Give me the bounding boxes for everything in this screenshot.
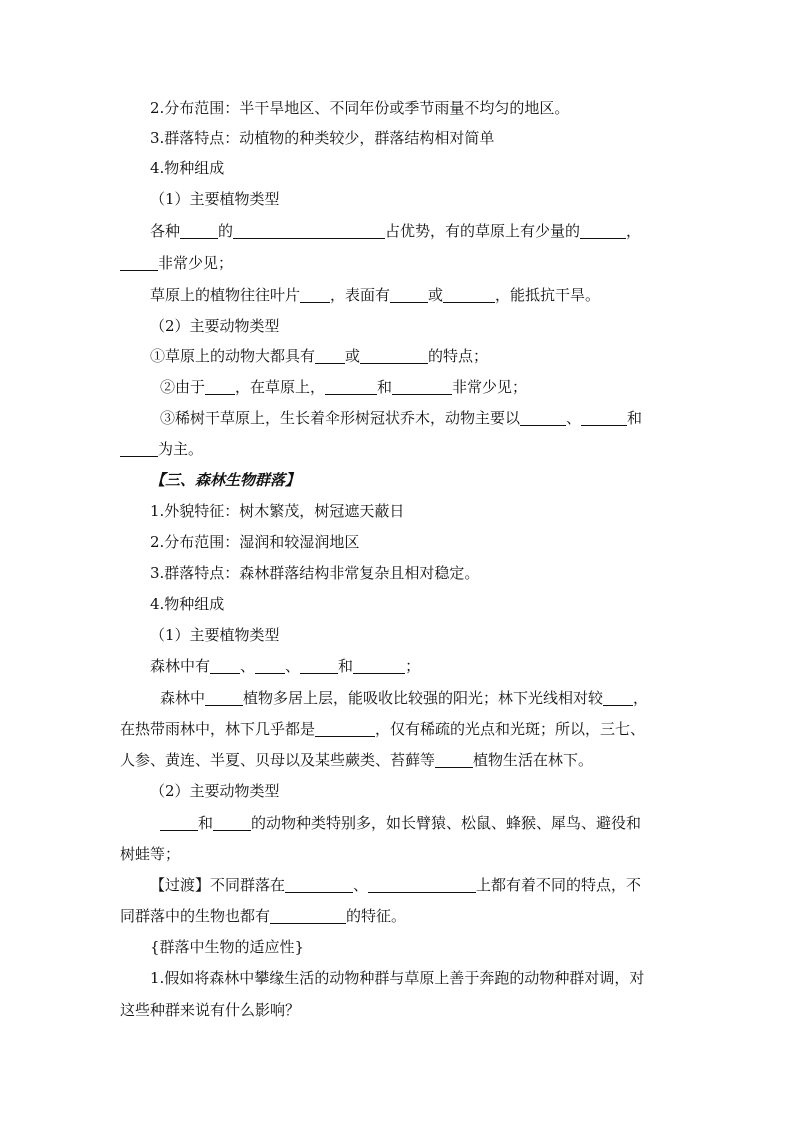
text-segment: ③稀树干草原上，生长着伞形树冠状乔木，动物主要以 (160, 409, 521, 427)
answer-blank (120, 440, 158, 457)
answer-blank (443, 286, 495, 303)
text-line: 3.群落特点：动植物的种类较少，群落结构相对简单 (150, 129, 495, 147)
answer-blank (205, 689, 243, 706)
answer-blank (435, 751, 473, 768)
text-segment: 森林中 (160, 689, 206, 707)
text-segment: 、 (240, 657, 256, 675)
section-heading: 【三、森林生物群落】 (150, 471, 301, 489)
text-segment: 、 (353, 876, 369, 894)
answer-blank (315, 347, 345, 364)
text-segment: ，在草原上， (235, 378, 326, 396)
text-segment: ， (626, 222, 642, 240)
answer-blank (581, 409, 627, 426)
text-segment: 草原上的植物往往叶片 (150, 286, 301, 304)
text-line: （2）主要动物类型 (150, 317, 280, 335)
text-line: 树蛙等； (120, 845, 181, 863)
answer-blank (580, 222, 626, 239)
text-segment: ①草原上的动物大都具有 (150, 347, 316, 365)
text-line: 1.外貌特征：树木繁茂，树冠遮天蔽日 (150, 502, 405, 520)
text-segment: 的特征。 (346, 907, 407, 925)
answer-blank (520, 409, 566, 426)
text-segment: 占优势，有的草原上有少量的 (385, 222, 581, 240)
answer-blank (285, 876, 353, 893)
answer-blank (325, 378, 377, 395)
text-segment: 上都有着不同的特点，不 (476, 876, 642, 894)
answer-blank (368, 876, 476, 893)
answer-blank (300, 286, 330, 303)
question-text: 这些种群来说有什么影响？ (120, 1001, 301, 1019)
text-segment: 或 (345, 347, 361, 365)
text-segment: 、 (285, 657, 301, 675)
text-line: 3.群落特点：森林群落结构非常复杂且相对稳定。 (150, 564, 480, 582)
answer-blank (300, 657, 338, 674)
text-line: 2.分布范围：半干旱地区、不同年份或季节雨量不均匀的地区。 (150, 99, 570, 117)
subsection-title: {群落中生物的适应性} (150, 938, 305, 956)
fill-in-line (120, 253, 233, 275)
fill-in-line (160, 408, 642, 430)
text-line: （2）主要动物类型 (150, 782, 280, 800)
text-segment: 植物生活在林下。 (473, 751, 594, 769)
answer-blank (353, 657, 405, 674)
text-segment: 或 (428, 286, 444, 304)
answer-blank (270, 907, 346, 924)
text-line: （1）主要植物类型 (150, 626, 280, 644)
text-segment: 植物多居上层，能吸收比较强的阳光；林下光线相对较 (243, 689, 604, 707)
answer-blank (213, 814, 251, 831)
text-segment: ②由于 (160, 378, 206, 396)
fill-in-line (120, 750, 593, 772)
text-segment: 和 (338, 657, 354, 675)
text-line: 4.物种组成 (150, 595, 225, 613)
fill-in-line (120, 906, 406, 928)
text-segment: ， (633, 689, 649, 707)
fill-in-line (150, 221, 641, 243)
fill-in-line (160, 688, 648, 710)
fill-in-line (150, 656, 420, 678)
text-segment: 人参、黄连、半夏、贝母以及某些蕨类、苔藓等 (120, 751, 436, 769)
fill-in-line (150, 875, 641, 897)
text-segment: 的动物种类特别多，如长臂猿、松鼠、蜂猴、犀鸟、避役和 (251, 814, 642, 832)
question-text: 1.假如将森林中攀缘生活的动物种群与草原上善于奔跑的动物种群对调，对 (150, 969, 645, 987)
answer-blank (160, 814, 198, 831)
text-segment: 和 (627, 409, 643, 427)
answer-blank (180, 222, 218, 239)
text-line: （1）主要植物类型 (150, 190, 280, 208)
text-segment: 【过渡】不同群落在 (150, 876, 286, 894)
text-segment: 非常少见； (158, 254, 234, 272)
text-segment: 和 (377, 378, 393, 396)
answer-blank (603, 689, 633, 706)
text-segment: 同群落中的生物也都有 (120, 907, 271, 925)
text-segment: ，表面有 (330, 286, 391, 304)
text-segment: 各种 (150, 222, 181, 240)
text-segment: 在热带雨林中，林下几乎都是 (120, 720, 316, 738)
text-segment: ； (405, 657, 421, 675)
text-line: 4.物种组成 (150, 159, 225, 177)
answer-blank (120, 254, 158, 271)
fill-in-line (150, 346, 488, 368)
answer-blank (360, 347, 428, 364)
answer-blank (390, 286, 428, 303)
fill-in-line (150, 285, 600, 307)
fill-in-line (160, 377, 527, 399)
fill-in-line (160, 813, 641, 835)
fill-in-line (120, 439, 203, 461)
text-segment: 和 (198, 814, 214, 832)
text-segment: ，能抵抗干旱。 (495, 286, 601, 304)
answer-blank (210, 657, 240, 674)
text-segment: 的 (218, 222, 234, 240)
answer-blank (205, 378, 235, 395)
text-segment: 、 (566, 409, 582, 427)
answer-blank (392, 378, 452, 395)
fill-in-line (120, 719, 645, 741)
text-segment: 的特点； (428, 347, 489, 365)
text-segment: ，仅有稀疏的光点和光斑；所以，三七、 (375, 720, 646, 738)
text-line: 2.分布范围：湿润和较湿润地区 (150, 533, 360, 551)
answer-blank (255, 657, 285, 674)
text-segment: 森林中有 (150, 657, 211, 675)
answer-blank (233, 222, 385, 239)
text-segment: 非常少见； (452, 378, 528, 396)
answer-blank (315, 720, 375, 737)
text-segment: 为主。 (158, 440, 204, 458)
